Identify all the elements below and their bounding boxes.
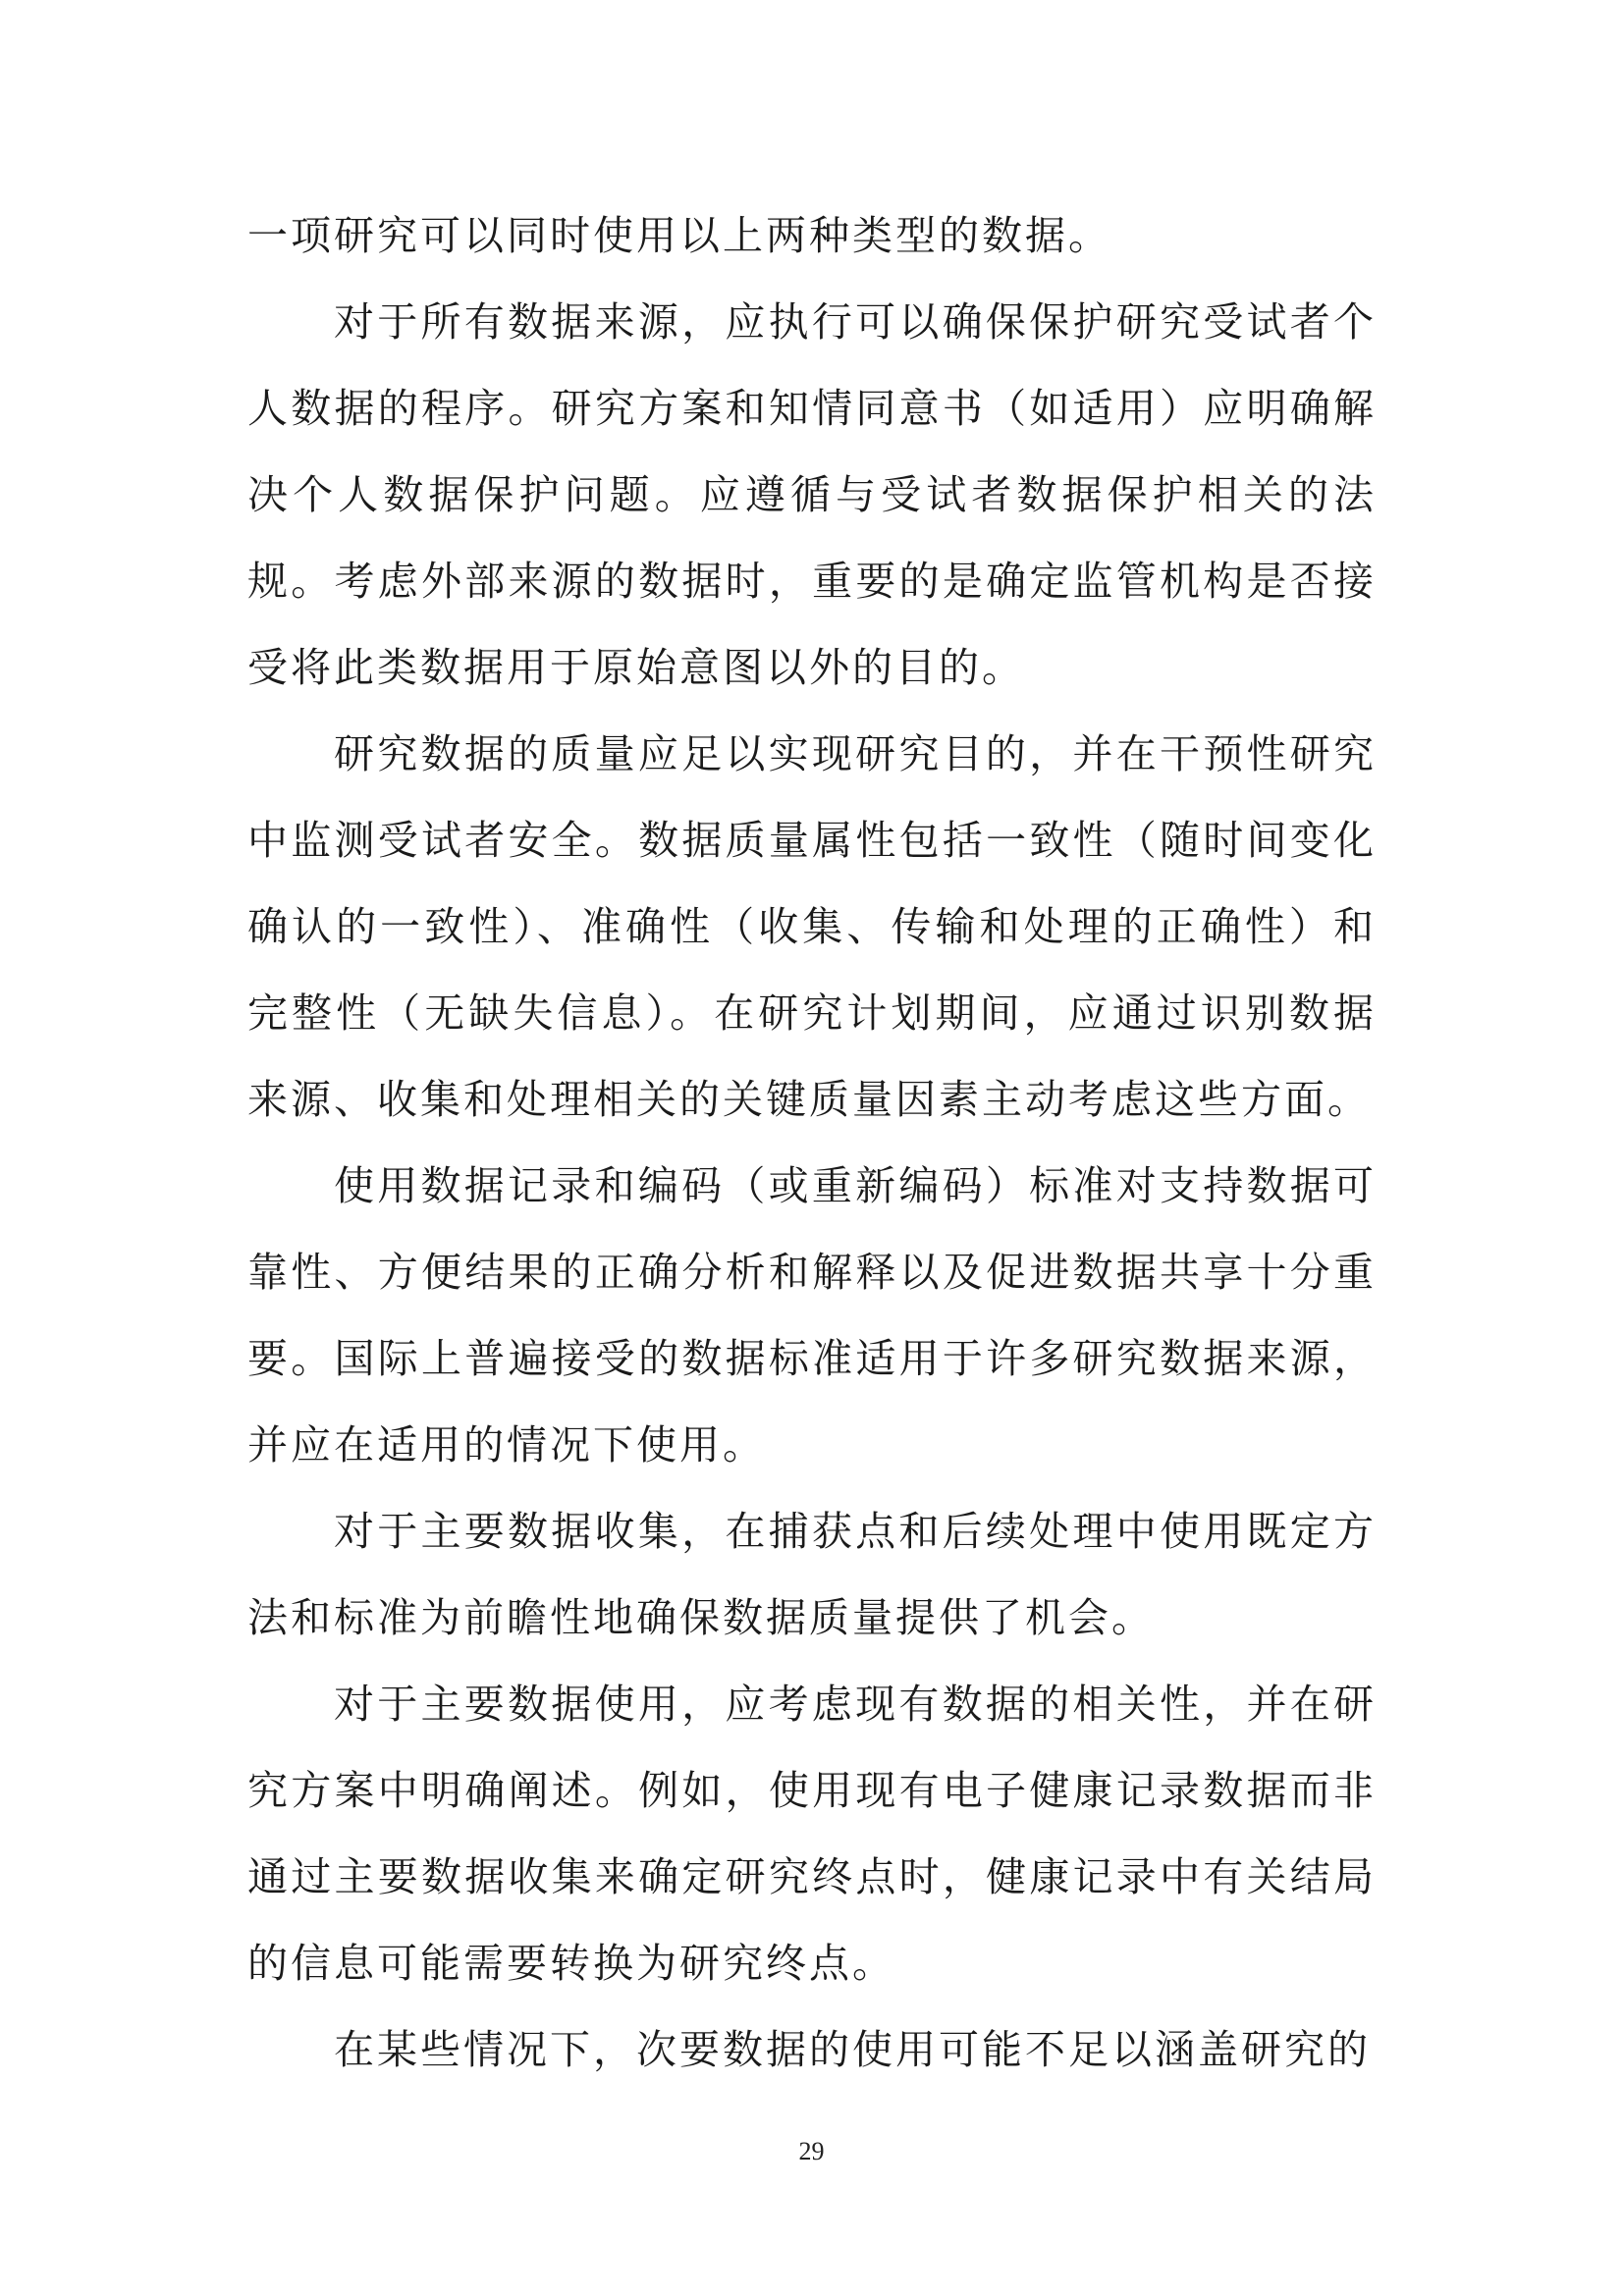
paragraph-continuation: 一项研究可以同时使用以上两种类型的数据。 [247,212,1111,259]
paragraph-data-quality: 研究数据的质量应足以实现研究目的，并在干预性研究中监测受试者安全。数据质量属性包括一致性（随时间变化确认的一致性）、准确性（收集、传输和处理的正确性）和完整性（无缺失信息）。在研究计划期间，应通过识别数据来源、收集和处理相关的关键质量因素主动考虑这些方面。 [247,730,1377,1123]
document-body [247,192,1377,2093]
paragraph-primary-collection: 对于主要数据收集，在捕获点和后续处理中使用既定方法和标准为前瞻性地确保数据质量提供了机会。 [247,1508,1377,1641]
paragraph-secondary-use: 在某些情况下，次要数据的使用可能不足以涵盖研究的 [334,2026,1371,2073]
paragraph-data-protection: 对于所有数据来源，应执行可以确保保护研究受试者个人数据的程序。研究方案和知情同意书（如适用）应明确解决个人数据保护问题。应遵循与受试者数据保护相关的法规。考虑外部来源的数据时，重要的是确定监管机构是否接受将此类数据用于原始意图以外的目的。 [247,298,1377,691]
paragraph-primary-use: 对于主要数据使用，应考虑现有数据的相关性，并在研究方案中明确阐述。例如，使用现有电子健康记录数据而非通过主要数据收集来确定研究终点时，健康记录中有关结局的信息可能需要转换为研究终点。 [247,1681,1377,1987]
paragraph-data-standards: 使用数据记录和编码（或重新编码）标准对支持数据可靠性、方便结果的正确分析和解释以及促进数据共享十分重要。国际上普遍接受的数据标准适用于许多研究数据来源，并应在适用的情况下使用。 [247,1162,1377,1468]
page-number: 29 [798,2137,825,2165]
